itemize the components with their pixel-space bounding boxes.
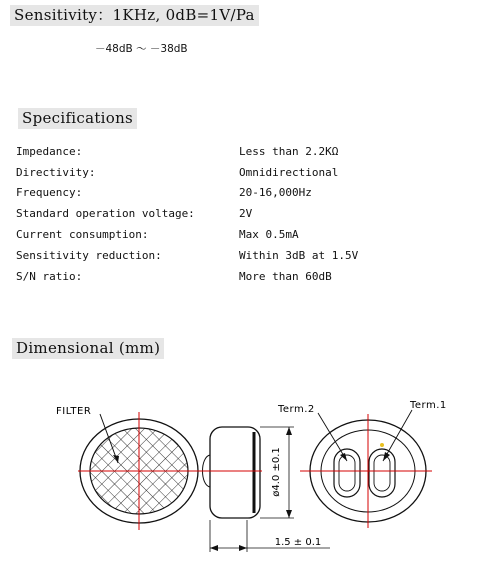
term2-pad xyxy=(334,449,360,497)
dim-arrow-icon xyxy=(210,545,218,551)
spec-value: More than 60dB xyxy=(239,270,332,283)
front-view xyxy=(56,406,202,530)
sensitivity-range: －48dB ～ －38dB xyxy=(95,43,188,55)
side-view xyxy=(199,427,330,552)
polarity-dot-icon xyxy=(380,443,384,447)
dim-arrow-icon xyxy=(286,510,292,518)
spec-label: Impedance: xyxy=(16,145,83,158)
spec-value: Less than 2.2KΩ xyxy=(239,145,339,158)
spec-label: Sensitivity reduction: xyxy=(16,249,162,262)
dim-arrow-icon xyxy=(239,545,247,551)
spec-label: Standard operation voltage: xyxy=(16,207,195,220)
spec-value: Omnidirectional xyxy=(239,166,339,179)
spec-value: Max 0.5mA xyxy=(239,228,299,241)
sensitivity-heading: Sensitivity：1KHz, 0dB=1V/Pa xyxy=(10,5,259,26)
specifications-heading: Specifications xyxy=(18,108,137,129)
spec-value: Within 3dB at 1.5V xyxy=(239,249,359,262)
spec-value: 20-16,000Hz xyxy=(239,186,312,199)
dimensional-heading: Dimensional (mm) xyxy=(12,338,164,359)
spec-label: Directivity: xyxy=(16,166,96,179)
filter-label: FILTER xyxy=(56,406,92,417)
term1-pad xyxy=(369,449,395,497)
thickness-label: 1.5 ± 0.1 xyxy=(274,537,322,548)
rear-view xyxy=(277,400,447,528)
spec-label: S/N ratio: xyxy=(16,270,83,283)
spec-value: 2V xyxy=(239,207,253,220)
diameter-label: ø4.0 ±0.1 xyxy=(271,447,282,497)
term1-label: Term.1 xyxy=(410,400,447,411)
spec-label: Current consumption: xyxy=(16,228,149,241)
spec-label: Frequency: xyxy=(16,186,83,199)
dim-arrow-icon xyxy=(286,427,292,435)
term2-label: Term.2 xyxy=(278,404,315,415)
